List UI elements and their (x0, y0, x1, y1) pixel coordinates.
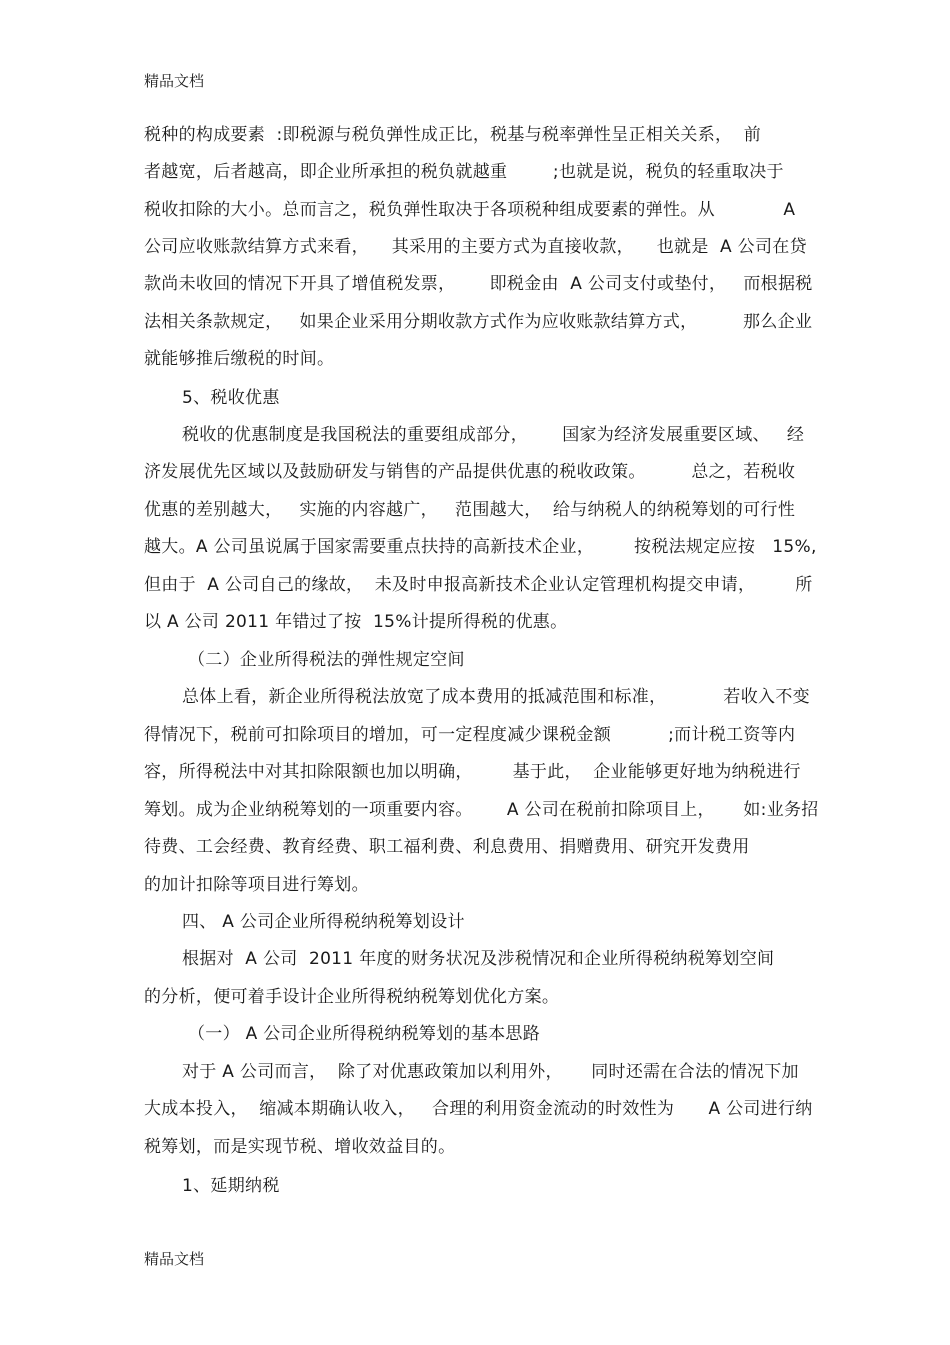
page-footer: 精品文档 (144, 1250, 205, 1268)
text-line: 税收扣除的大小。总而言之，税负弹性取决于各项税种组成要素的弹性。从 A (144, 200, 796, 220)
text-line: 对于 A 公司而言， 除了对优惠政策加以利用外， 同时还需在合法的情况下加 (182, 1062, 799, 1082)
text-line: 根据对 A 公司 2011 年度的财务状况及涉税情况和企业所得税纳税筹划空间 (182, 949, 775, 969)
text-line: 容，所得税法中对其扣除限额也加以明确， 基于此， 企业能够更好地为纳税进行 (144, 762, 801, 782)
text-line: 就能够推后缴税的时间。 (144, 349, 335, 369)
section-heading: （二）企业所得税法的弹性规定空间 (188, 650, 465, 670)
text-line: 者越宽，后者越高，即企业所承担的税负就越重 ;也就是说，税负的轻重取决于 (144, 162, 784, 182)
text-line: 越大。A 公司虽说属于国家需要重点扶持的高新技术企业， 按税法规定应按 15%, (144, 537, 817, 557)
text-line: 法相关条款规定， 如果企业采用分期收款方式作为应收账款结算方式， 那么企业 (144, 312, 813, 332)
text-line: 总体上看，新企业所得税法放宽了成本费用的抵减范围和标准， 若收入不变 (182, 687, 810, 707)
text-line: 税筹划，而是实现节税、增收效益目的。 (144, 1137, 456, 1157)
text-line: 但由于 A 公司自己的缘故， 未及时申报高新技术企业认定管理机构提交申请， 所 (144, 575, 813, 595)
section-heading: 5、税收优惠 (182, 388, 280, 408)
text-line: 的分析，便可着手设计企业所得税纳税筹划优化方案。 (144, 987, 560, 1007)
text-line: 待费、工会经费、教育经费、职工福利费、利息费用、捐赠费用、研究开发费用 (144, 837, 750, 857)
text-line: 优惠的差别越大， 实施的内容越广， 范围越大， 给与纳税人的纳税筹划的可行性 (144, 500, 796, 520)
section-heading: （一） A 公司企业所得税纳税筹划的基本思路 (188, 1024, 541, 1044)
text-line: 公司应收账款结算方式来看， 其采用的主要方式为直接收款， 也就是 A 公司在贷 (144, 237, 807, 257)
text-line: 以 A 公司 2011 年错过了按 15%计提所得税的优惠。 (144, 612, 568, 632)
text-line: 大成本投入， 缩减本期确认收入， 合理的利用资金流动的时效性为 A 公司进行纳 (144, 1099, 813, 1119)
text-line: 税种的构成要素 :即税源与税负弹性成正比，税基与税率弹性呈正相关关系， 前 (144, 125, 762, 145)
text-line: 款尚未收回的情况下开具了增值税发票， 即税金由 A 公司支付或垫付， 而根据税 (144, 274, 813, 294)
text-line: 的加计扣除等项目进行筹划。 (144, 875, 369, 895)
text-line: 税收的优惠制度是我国税法的重要组成部分， 国家为经济发展重要区域、 经 (182, 425, 805, 445)
text-line: 济发展优先区域以及鼓励研发与销售的产品提供优惠的税收政策。 总之，若税收 (144, 462, 796, 482)
text-line: 筹划。成为企业纳税筹划的一项重要内容。 A 公司在税前扣除项目上， 如:业务招 (144, 800, 819, 820)
section-heading: 四、 A 公司企业所得税纳税筹划设计 (182, 912, 465, 932)
section-heading: 1、延期纳税 (182, 1176, 280, 1196)
text-line: 得情况下，税前可扣除项目的增加，可一定程度减少课税金额 ;而计税工资等内 (144, 725, 796, 745)
page-header: 精品文档 (144, 72, 205, 90)
